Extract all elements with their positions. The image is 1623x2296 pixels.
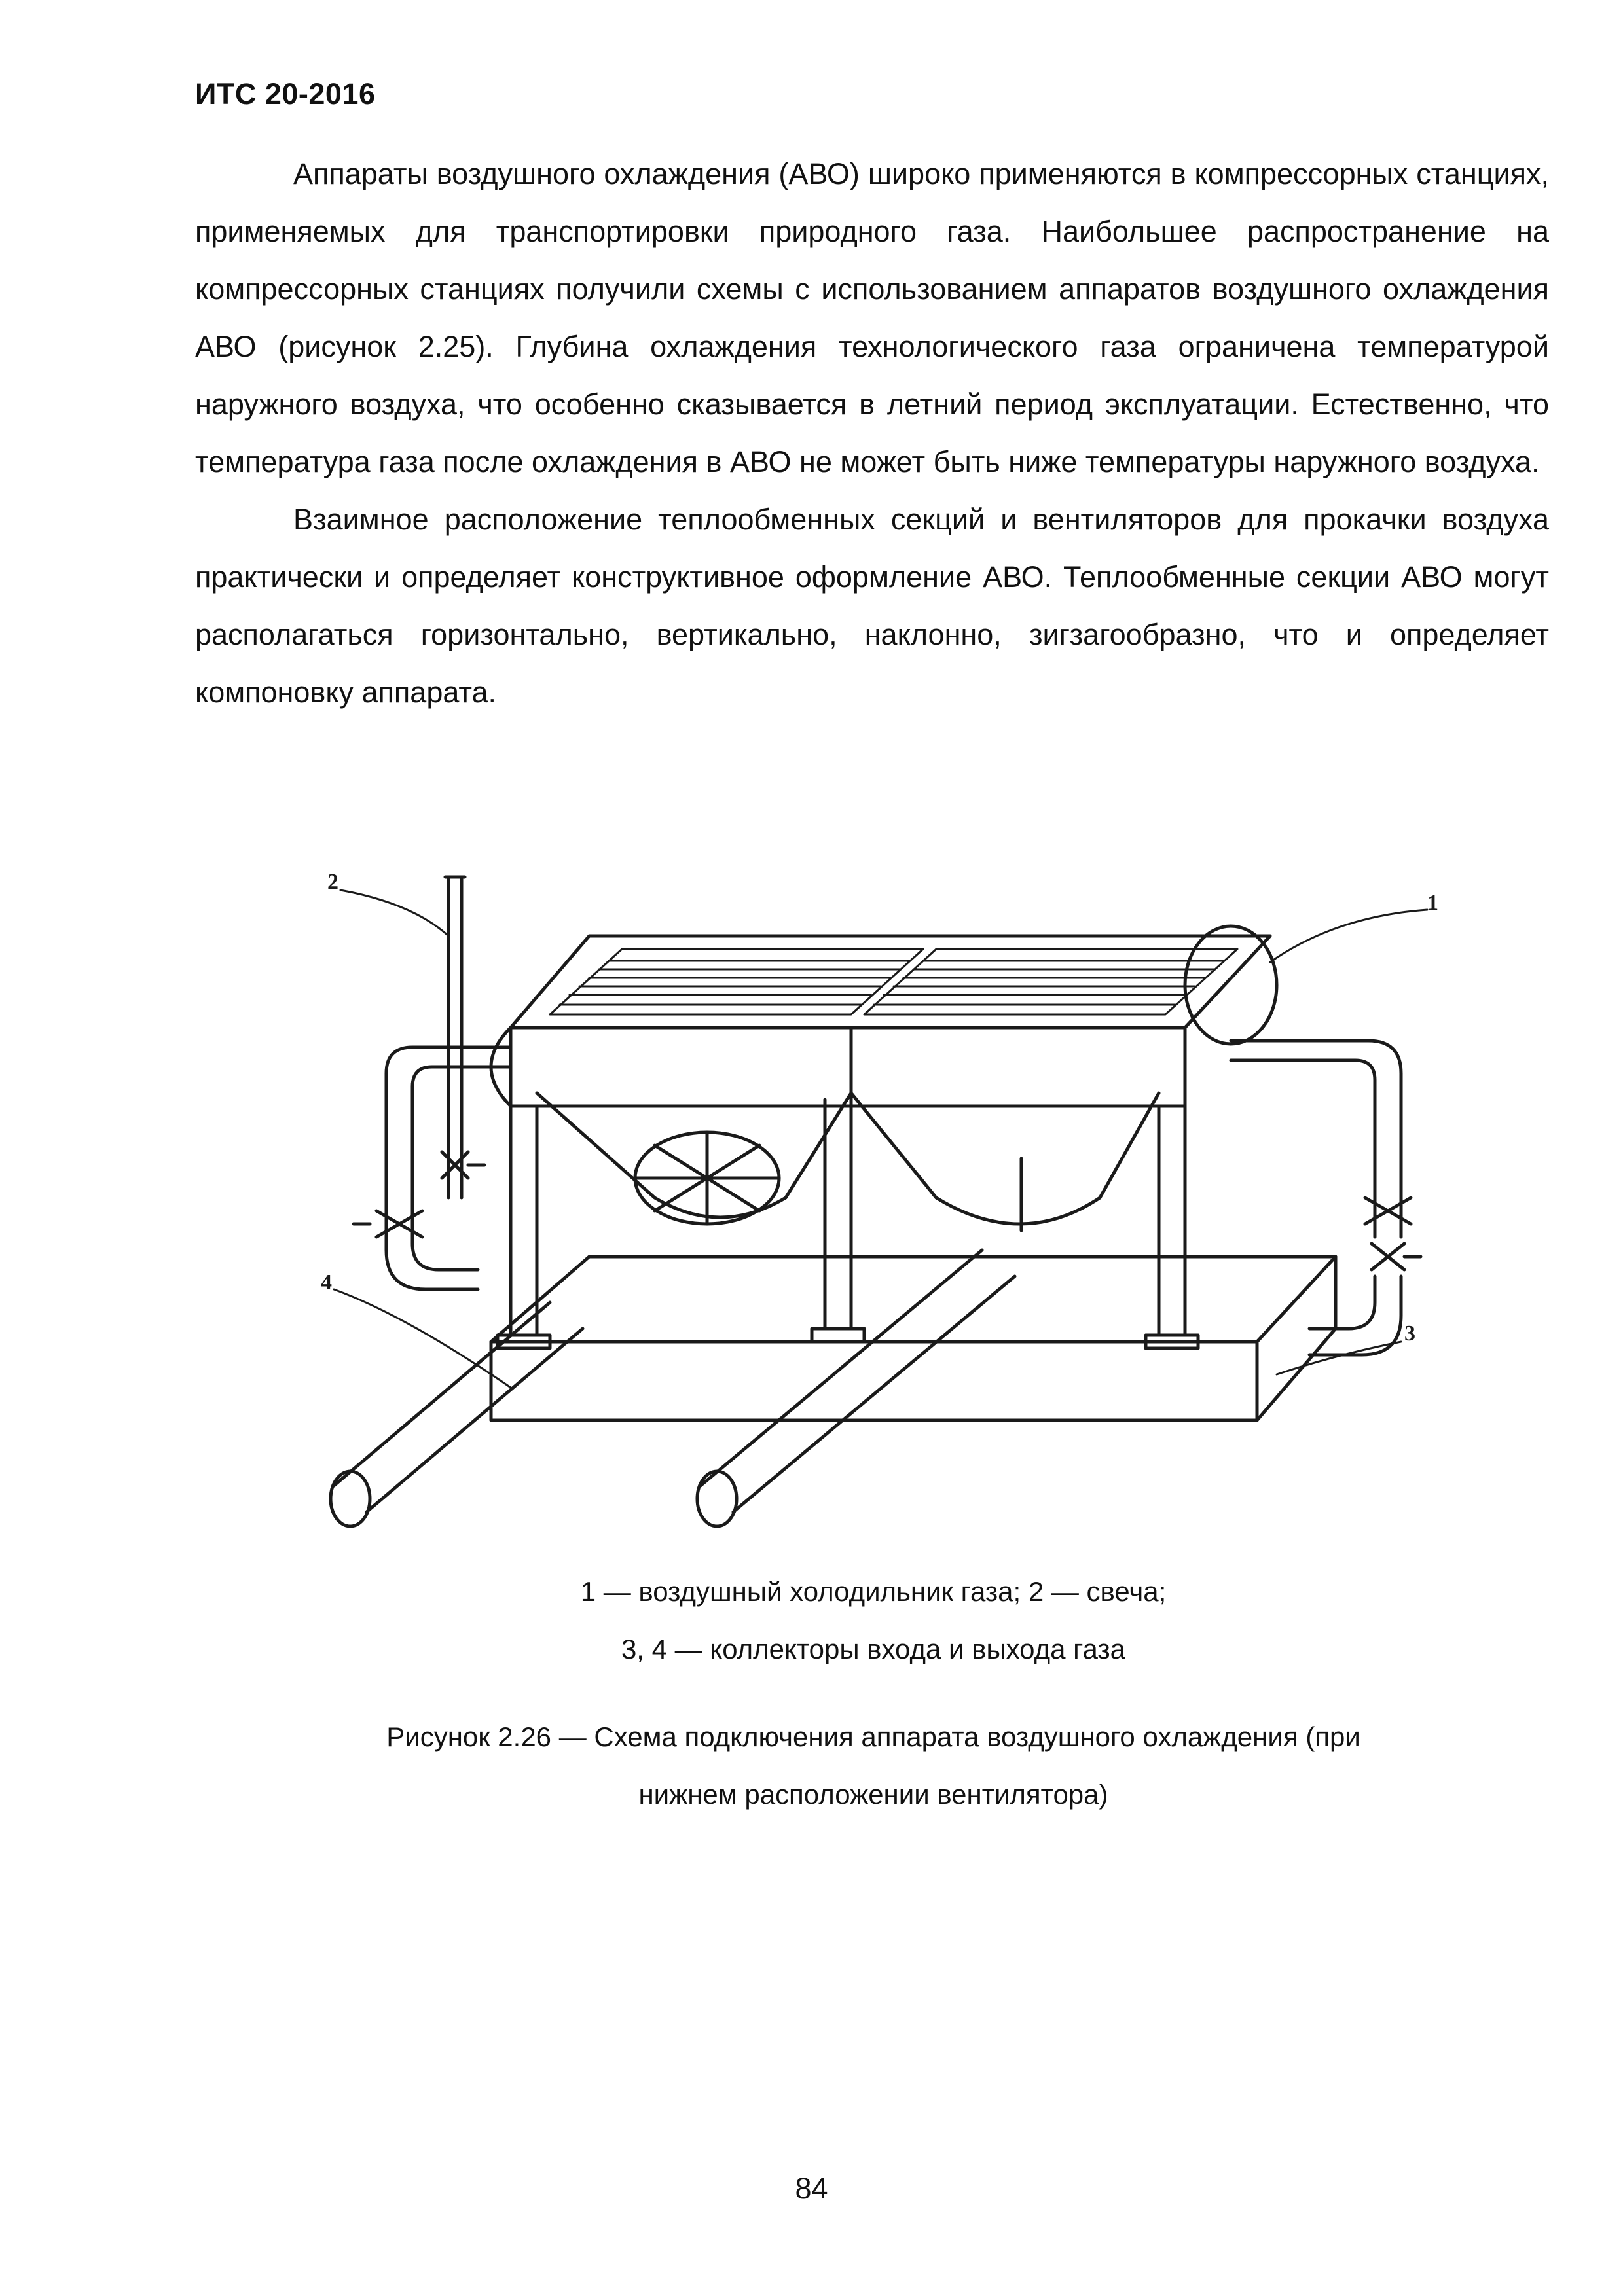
avo-drawing (314, 831, 1493, 1545)
callout-4: 4 (321, 1270, 332, 1295)
caption-line-1: Рисунок 2.26 — Схема подключения аппарата воздушного охлаждения (при (386, 1721, 1360, 1752)
right-piping (1231, 1041, 1421, 1355)
figure-legend (196, 1563, 1550, 1678)
callout-3: 3 (1404, 1321, 1415, 1346)
document-code: ИТС 20-2016 (195, 77, 376, 111)
figure-avo-schematic (314, 831, 1493, 1545)
leader-lines (334, 890, 1427, 1388)
tube-grille (550, 949, 1237, 1014)
support-legs (498, 1100, 1198, 1348)
figure-caption (196, 1708, 1550, 1823)
page-number: 84 (795, 2172, 828, 2205)
fan-hoods (537, 1093, 1159, 1230)
base-frame (491, 1257, 1336, 1420)
paragraph-1: Аппараты воздушного охлаждения (АВО) широко применяются в компрессорных станциях, применяемых для транспортировки природного газа. Наибольшее распространение на компрессорных станциях получили схемы с использованием аппаратов воздушного охлаждения АВО (рисунок 2.25). Глубина охлаждения технологического газа ограничена температурой наружного воздуха, что особенно сказывается в летний период эксплуатации. Естественно, что температура газа после охлаждения в АВО не может быть ниже температуры наружного воздуха. (195, 157, 1549, 478)
paragraph-2: Взаимное расположение теплообменных секций и вентиляторов для прокачки воздуха практически и определяет конструктивное оформление АВО. Теплообменные секции АВО могут располагаться горизонтально, вертикально, наклонно, зигзагообразно, что и определяет компоновку аппарата. (195, 503, 1549, 709)
callout-1: 1 (1427, 891, 1438, 915)
heat-exchanger-body (491, 926, 1277, 1106)
gas-collector-pipes (331, 1250, 1015, 1526)
body-text (195, 145, 1549, 721)
left-piping (354, 877, 511, 1289)
callout-2: 2 (327, 870, 338, 894)
legend-line-1: 1 — воздушный холодильник газа; 2 — свеча; (580, 1576, 1167, 1607)
legend-line-2: 3, 4 — коллекторы входа и выхода газа (621, 1634, 1126, 1664)
caption-line-2: нижнем расположении вентилятора) (638, 1779, 1108, 1810)
